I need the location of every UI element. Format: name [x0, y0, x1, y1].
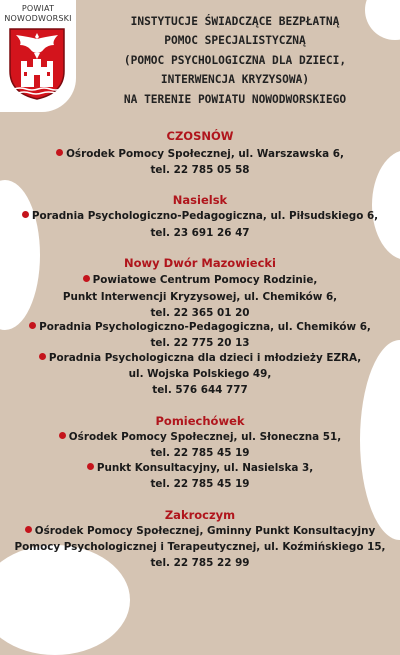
- section-title-czosnow: CZOSNÓW: [166, 129, 234, 143]
- section-title-pomiechowek: Pomiechówek: [155, 414, 245, 428]
- entry-line: Poradnia Psychologiczna dla dzieci i młodzieży EZRA,: [0, 351, 400, 365]
- entry-line: tel. 22 775 20 13: [150, 337, 250, 349]
- title-line-4: INTERWENCJA KRYZYSOWA): [160, 73, 310, 87]
- crest-label-line1: POWIAT: [21, 4, 55, 13]
- entry-line: Pomocy Psychologicznej i Terapeutycznej, ul. Koźmińskiego 15,: [14, 541, 386, 553]
- bullet-dot-icon: [83, 275, 90, 282]
- crest-label-line2: NOWODWORSKI: [4, 14, 72, 23]
- entry-line: tel. 22 365 01 20: [150, 307, 250, 319]
- crest-label: [0, 4, 76, 24]
- entry-line: tel. 22 785 05 58: [150, 164, 250, 176]
- bullet-dot-icon: [22, 211, 29, 218]
- entry-line: Ośrodek Pomocy Społecznej, ul. Warszawska 6,: [0, 147, 400, 161]
- crest-block: [0, 0, 76, 112]
- entry-line: tel. 23 691 26 47: [150, 227, 250, 239]
- bullet-dot-icon: [29, 322, 36, 329]
- entry-line: tel. 22 785 45 19: [150, 447, 250, 459]
- coat-of-arms-icon: [8, 27, 66, 101]
- entry-line: Punkt Interwencji Kryzysowej, ul. Chemików 6,: [62, 291, 338, 303]
- entry-line: Poradnia Psychologiczno-Pedagogiczna, ul. Chemików 6,: [0, 320, 400, 334]
- entry-line: tel. 576 644 777: [152, 384, 248, 396]
- bullet-dot-icon: [87, 463, 94, 470]
- section-title-zakroczym: Zakroczym: [164, 508, 236, 522]
- entry-line: ul. Wojska Polskiego 49,: [128, 368, 272, 380]
- entry-line: tel. 22 785 22 99: [150, 557, 250, 569]
- title-line-2: POMOC SPECJALISTYCZNĄ: [164, 34, 306, 48]
- entry-line: Powiatowe Centrum Pomocy Rodzinie,: [0, 273, 400, 287]
- bullet-dot-icon: [25, 526, 32, 533]
- entry-line: tel. 22 785 45 19: [150, 478, 250, 490]
- section-title-nowy-dwor: Nowy Dwór Mazowiecki: [124, 256, 276, 270]
- entry-line: Punkt Konsultacyjny, ul. Nasielska 3,: [0, 461, 400, 475]
- bullet-dot-icon: [39, 353, 46, 360]
- title-line-3: (POMOC PSYCHOLOGICZNA DLA DZIECI,: [123, 53, 347, 67]
- bullet-dot-icon: [56, 149, 63, 156]
- entry-line: Ośrodek Pomocy Społecznej, Gminny Punkt Konsultacyjny: [0, 524, 400, 538]
- bullet-dot-icon: [59, 432, 66, 439]
- entry-line: Ośrodek Pomocy Społecznej, ul. Słoneczna 51,: [0, 430, 400, 444]
- page-title: [85, 12, 385, 109]
- title-line-5: NA TERENIE POWIATU NOWODWORSKIEGO: [123, 92, 347, 106]
- entry-line: Poradnia Psychologiczno-Pedagogiczna, ul. Piłsudskiego 6,: [0, 209, 400, 223]
- title-line-1: INSTYTUCJE ŚWIADCZĄCE BEZPŁATNĄ: [130, 15, 340, 28]
- section-title-nasielsk: Nasielsk: [172, 193, 228, 207]
